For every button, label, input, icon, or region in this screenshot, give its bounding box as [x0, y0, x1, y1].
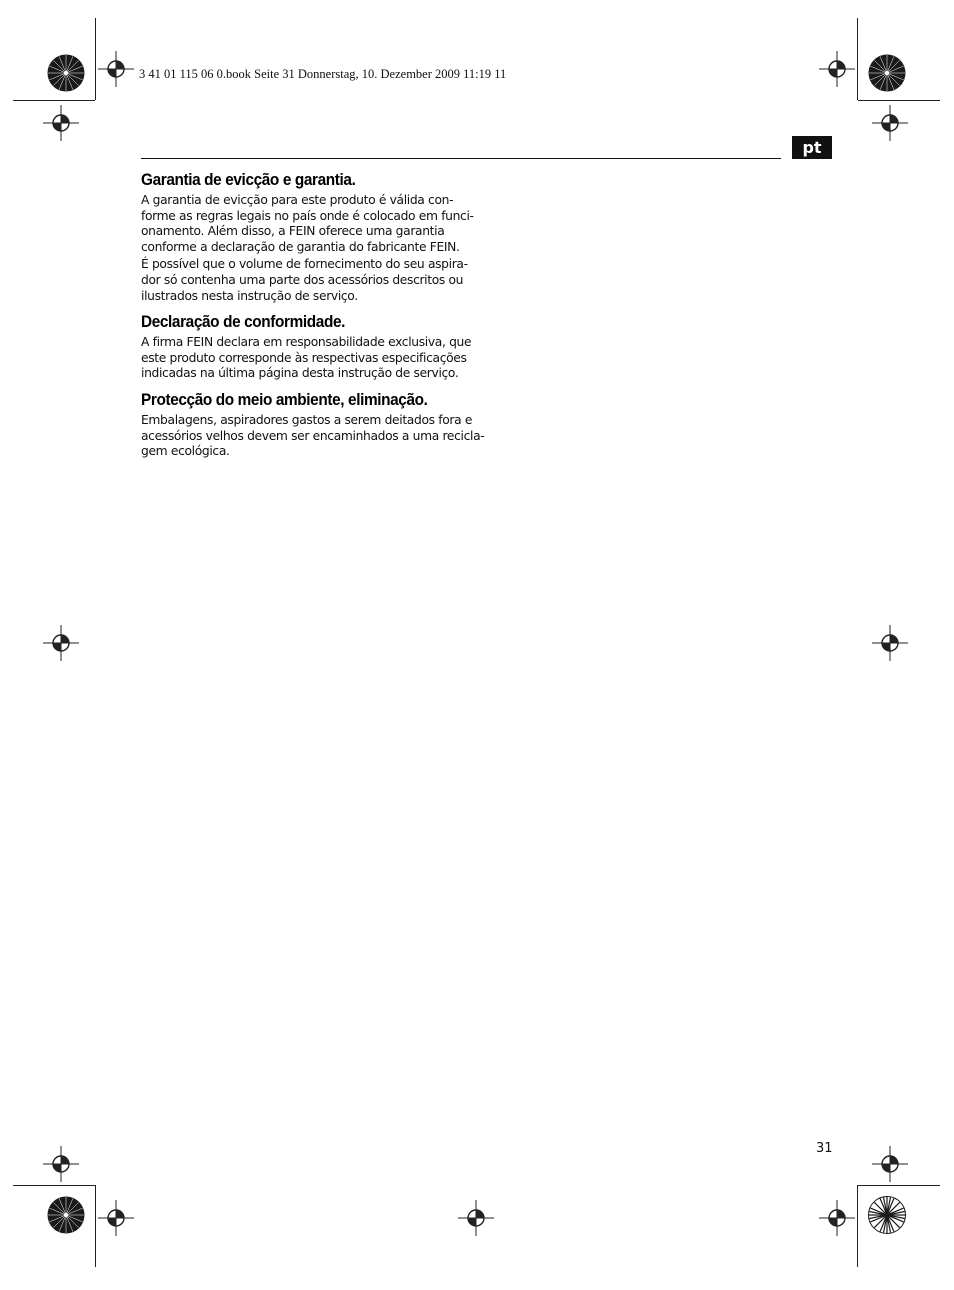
registration-mark-icon: [98, 1200, 134, 1236]
section-warranty: [141, 171, 486, 304]
section-heading: Declaração de conformidade.: [141, 313, 346, 332]
registration-mark-icon: [43, 105, 79, 141]
registration-mark-icon: [819, 1200, 855, 1236]
registration-mark-icon: [872, 1146, 908, 1182]
starburst-mark-icon: [868, 54, 906, 92]
section-heading: Garantia de evicção e garantia.: [141, 171, 356, 189]
language-tab: pt: [792, 136, 832, 159]
paragraph: Embalagens, aspiradores gastos a serem deitados fora e acessórios velhos devem ser encaminhados a uma recicla- gem ecológica.: [141, 412, 485, 459]
registration-mark-icon: [872, 105, 908, 141]
page-number: 31: [816, 1141, 833, 1156]
registration-mark-icon: [43, 1146, 79, 1182]
starburst-mark-icon: [868, 1196, 906, 1234]
registration-mark-icon: [98, 51, 134, 87]
starburst-mark-icon: [47, 1196, 85, 1234]
paragraph: A garantia de evicção para este produto é válida con- forme as regras legais no país onde é colocado em funci- onamento. Além disso, a FEIN oferece uma garantia conforme a declaração de garantia do fabricante FEIN.: [141, 193, 474, 254]
registration-mark-icon: [43, 625, 79, 661]
starburst-mark-icon: [47, 54, 85, 92]
registration-mark-icon: [819, 51, 855, 87]
header-rule: [141, 158, 781, 159]
paragraph: A firma FEIN declara em responsabilidade exclusiva, que este produto corresponde às respectivas especificações indicadas na última página desta instrução de serviço.: [141, 335, 472, 381]
paragraph: É possível que o volume de fornecimento do seu aspira- dor só contenha uma parte dos acessórios descritos ou ilustrados nesta instrução de serviço.: [141, 257, 468, 303]
section-conformity: [141, 313, 486, 382]
registration-mark-icon: [872, 625, 908, 661]
section-environment: [141, 391, 486, 460]
main-content: [141, 171, 486, 469]
print-slug: 3 41 01 115 06 0.book Seite 31 Donnerstag, 10. Dezember 2009 11:19 11: [139, 67, 507, 81]
registration-mark-icon: [458, 1200, 494, 1236]
section-heading: Protecção do meio ambiente, eliminação.: [141, 390, 428, 409]
